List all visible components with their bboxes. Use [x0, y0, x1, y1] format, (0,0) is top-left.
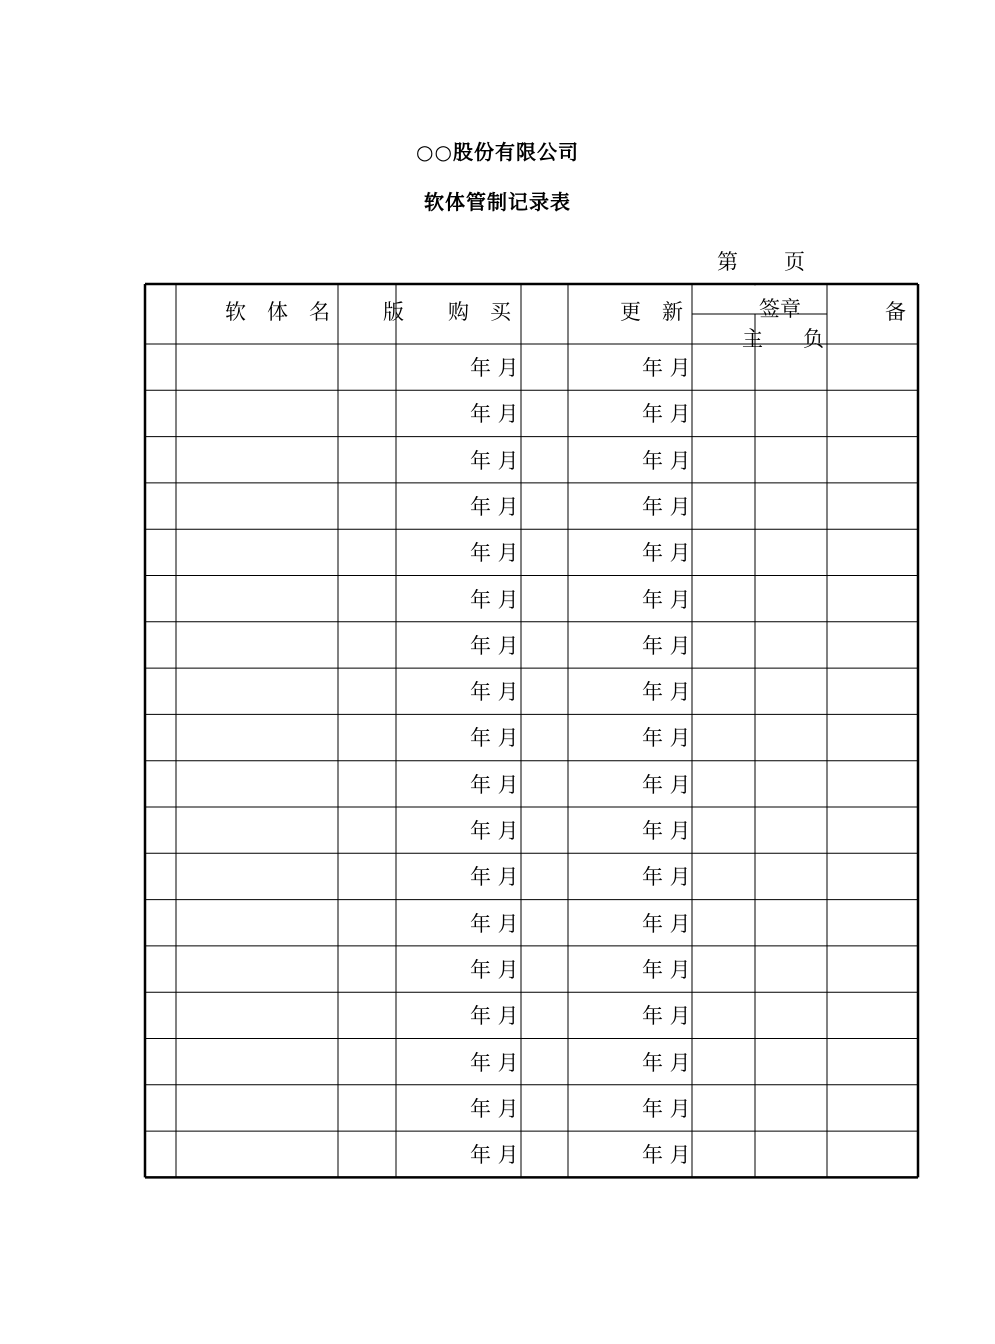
- purchase-date-cell[interactable]: 年 月: [470, 1143, 519, 1168]
- update-date-cell[interactable]: 年 月: [642, 494, 691, 519]
- purchase-date-cell[interactable]: 年 月: [470, 772, 519, 797]
- update-date-cell[interactable]: 年 月: [642, 1096, 691, 1121]
- purchase-date-cell[interactable]: 年 月: [470, 726, 519, 751]
- header-remarks: 备: [885, 300, 906, 324]
- purchase-date-cell[interactable]: 年 月: [470, 1096, 519, 1121]
- purchase-date-cell[interactable]: 年 月: [470, 957, 519, 982]
- purchase-date-cell[interactable]: 年 月: [470, 494, 519, 519]
- update-date-cell[interactable]: 年 月: [642, 911, 691, 936]
- header-update: 更 新: [620, 300, 683, 324]
- header-supervisor: 主: [742, 327, 763, 351]
- update-date-cell[interactable]: 年 月: [642, 448, 691, 473]
- update-date-cell[interactable]: 年 月: [642, 865, 691, 890]
- purchase-date-cell[interactable]: 年 月: [470, 356, 519, 380]
- purchase-date-cell[interactable]: 年 月: [470, 587, 519, 612]
- page-label-right: 页: [784, 250, 805, 274]
- update-date-cell[interactable]: 年 月: [642, 957, 691, 982]
- update-date-cell[interactable]: 年 月: [642, 1050, 691, 1075]
- header-version: 版: [383, 300, 404, 324]
- purchase-date-cell[interactable]: 年 月: [470, 1004, 519, 1029]
- update-date-cell[interactable]: 年 月: [642, 1143, 691, 1168]
- update-date-cell[interactable]: 年 月: [642, 680, 691, 705]
- update-date-cell[interactable]: 年 月: [642, 772, 691, 797]
- header-handler: 负: [803, 327, 824, 351]
- update-date-cell[interactable]: 年 月: [642, 402, 691, 427]
- purchase-date-cell[interactable]: 年 月: [470, 402, 519, 427]
- header-signature: 签章: [759, 297, 801, 321]
- update-date-cell[interactable]: 年 月: [642, 356, 691, 380]
- purchase-date-cell[interactable]: 年 月: [470, 819, 519, 843]
- update-date-cell[interactable]: 年 月: [642, 587, 691, 612]
- purchase-date-cell[interactable]: 年 月: [470, 865, 519, 890]
- purchase-date-cell[interactable]: 年 月: [470, 541, 519, 566]
- update-date-cell[interactable]: 年 月: [642, 633, 691, 658]
- purchase-date-cell[interactable]: 年 月: [470, 1050, 519, 1075]
- purchase-date-cell[interactable]: 年 月: [470, 448, 519, 473]
- update-date-cell[interactable]: 年 月: [642, 726, 691, 751]
- update-date-cell[interactable]: 年 月: [642, 819, 691, 843]
- header-purchase: 购 买: [448, 300, 511, 324]
- company-name: ○○股份有限公司: [416, 140, 579, 164]
- header-software-name: 软 体 名: [225, 300, 330, 324]
- form-title: 软体管制记录表: [424, 190, 571, 214]
- update-date-cell[interactable]: 年 月: [642, 1004, 691, 1029]
- signature-merge-cover: [753, 286, 757, 314]
- update-date-cell[interactable]: 年 月: [642, 541, 691, 566]
- purchase-date-cell[interactable]: 年 月: [470, 680, 519, 705]
- page-label-left: 第: [717, 250, 738, 274]
- purchase-date-cell[interactable]: 年 月: [470, 633, 519, 658]
- purchase-date-cell[interactable]: 年 月: [470, 911, 519, 936]
